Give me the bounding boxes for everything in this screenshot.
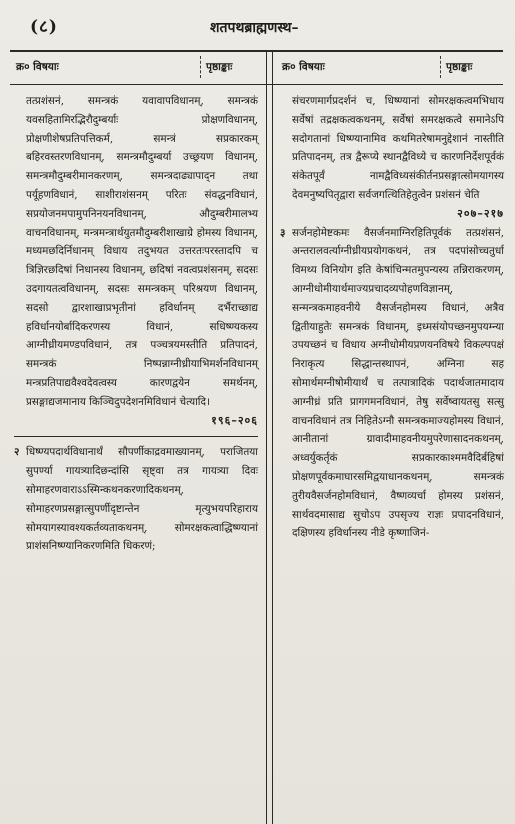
list-item: [280, 224, 504, 544]
right-header-page: पृष्ठाङ्काः: [446, 61, 473, 73]
entry-text: संचरणमार्गप्रदर्शनं च, धिष्ण्यानां सोमरक्षकत्वमभिधाय सर्वेषां तद्रक्षकत्वकथनम्, सर्वेषां समरक्षकत्वे समानेऽपि सदोगतानां धिष्ण्यानामिव कथमितरेषामनुद्देशानं नास्तीति प्रतिपादनम्, तत्र द्वैरूप्ये स्थानद्वैविध्ये च कारणनिर्देशपूर्वकं संकेतपूर्वं नामद्वैविध्यसंकीर्तनप्रसङ्गात्सोमयागस्य देवमनुष्यपितृद्वारा सर्वजगत्थितिहेतुत्वेन प्रशंसनं चेति: [292, 95, 504, 201]
header-bottom-rule: [10, 84, 503, 85]
left-header-subject: क्र० विषयाः: [16, 61, 59, 73]
running-head: शतपथब्राह्मणस्थ–: [210, 20, 299, 36]
entry-text: तत्प्रशंसनं, समन्त्रकं यवावापविधानम्, समन्त्रकं यवसहितामिरद्भिरौदुम्बर्याः प्रोक्षणविधानम्, प्रोक्षणीशेषप्रतिपत्तिकर्म, समन्त्रं सप्रकारकम् बहिरवस्तरणविधानम्, समन्त्रमौदुम्बर्या उच्छ्रयण विधानम्, समन्त्रमौदुम्बरीमानकरणम्, समन्त्रदाढ्यापाद्न तथा पर्यूहणविधानं, साशीराशंसनम् परितः संवद्धनविधानं, सप्रयोजनमपामुपनिनयनविधानम्, औदुम्बरीमालभ्य वाचनविधानम्, मन्त्रमन्त्रार्थयुतमौदुम्बरीशाखाग्रे होमस्य विधानम्, मध्यमछदिर्निधानम् विधाय तदुभयत उत्तरतःपरस्तादपि च त्रिज्ञिरछदिषां निधानस्य विधानम्, छदिषां नवत्वप्रशंसनम्, सदसः उदगायतत्वविधानम्, सदसः समन्त्रकम् परिश्रयण विधानम्, सदसो द्वारशाखाप्रभृतीनां हविर्धानम् दर्भैराच्छाद्य हविर्धानयोर्बादिकरणस्य विधानं, सधिष्ण्यकस्य आग्नीध्रीयमण्डपविधानं, तत्र पञ्चत्रयमस्तीति प्रतिपादनं, समन्त्रकं निष्पन्नाग्नीध्रीयाभिमर्शनविधानम् मन्त्रप्रतिपाद्यवैश्वदेवत्वस्य कारणद्वयेन समर्थनम्, प्रसङ्गाद्यजमानाय किञ्चिदुपदेशनमिविधानं चेत्यादि।: [26, 95, 258, 408]
page-number: (८): [30, 17, 58, 37]
page-range: २०७–२१७: [457, 206, 504, 220]
entry-text: सर्जनहोमेष्टकमः वैसर्जनमाग्निरहितिपूर्वकं तत्प्रशंसनं, अन्तरालवर्त्याग्नीध्रीयप्रयोगकथनं, तत्र पदपांसोच्चतुर्धा विमथ्य विनियोग इति केषांचिन्मतमुपन्यस्य तन्निराकरणम्, आग्नीधोमीयार्थमाज्यप्रचादव्यपोहणविज्ञानम्, सन्मन्त्रकमाहवनीये वैसर्जनहोमस्य विधानं, अत्रैव द्वितीयाहुतेः समन्त्रकं विधानम्, इध्मसंयोपच्छनमुपयम्न्या उपयच्छनं च विधाय अग्नीधोमीयप्रणयनविषये विकल्पपक्षं निराकृत्य सिद्धान्तस्थापनं, अग्निना सह सोमार्थमग्नीषोमीयार्थं च तत्पात्रादिकं पदार्थजातमादाय आग्नीध्रं प्रति प्रागगमनविधानं, तेषु सर्वेष्वायतसु सत्सु वाचनविधानं तत्र निहितेऽग्नौ समन्त्रकमाज्यहोमस्य विधानं, आनीतानां ग्रावादीमाहवनीयमुपरेणासादनकथनम्, अध्वर्युकर्तृकं सप्रकारकाश्ममवैदिर्बहिषां प्रोक्षणपूर्वकमाघारसमिद्वयाधानकथनम्, समन्त्रकं तुरीयवैसर्जनहोमविधानं, वैष्णव्यर्चा होमस्य प्रशंसनं, सार्थवदमासाद्य सुचोऽप उपसृज्य राज्ञः प्रपादनविधानं, दक्षिणस्य हविर्धानस्य नीडे कृष्णाजिनं-: [292, 226, 504, 540]
entry-separator: [14, 436, 258, 437]
right-header-separator: [440, 56, 441, 78]
top-rule: [10, 50, 503, 52]
right-header-subject: क्र० विषयाः: [282, 61, 325, 73]
column-divider: [266, 50, 267, 824]
left-column: [14, 92, 258, 556]
entry-text: धिष्ण्यपदार्थविधानार्थं सौपर्णीकाद्रवमाख्यानम्, पराजितया सुपर्ण्या गायत्र्यादिछन्दांसि सृष्ट्वा तत्र गायत्र्या दिवः सोमाहरणवाराऽऽस्मिन्कथनकरणादिकथनम्, सोमाहरणप्रसङ्गात्सुपर्णीदृष्टान्तेन मृत्युभयपरिहाराय सोमयागस्यावश्यकर्तव्यताकथनम्, सोमरक्षकत्वाद्धिष्ण्यानां प्राशंसनिष्ण्यानिकरणमिति धिकरणं;: [26, 446, 258, 553]
right-column: [280, 92, 504, 543]
entry-number: ३: [280, 226, 286, 239]
list-item: [14, 443, 258, 556]
left-header-page: पृष्ठाङ्काः: [206, 61, 233, 73]
left-header-separator: [200, 56, 201, 78]
list-item: [280, 92, 504, 205]
entry-number: २: [14, 446, 20, 459]
page-range: १९६–२०६: [211, 413, 258, 427]
list-item: [14, 92, 258, 412]
column-divider-inner: [272, 50, 273, 824]
